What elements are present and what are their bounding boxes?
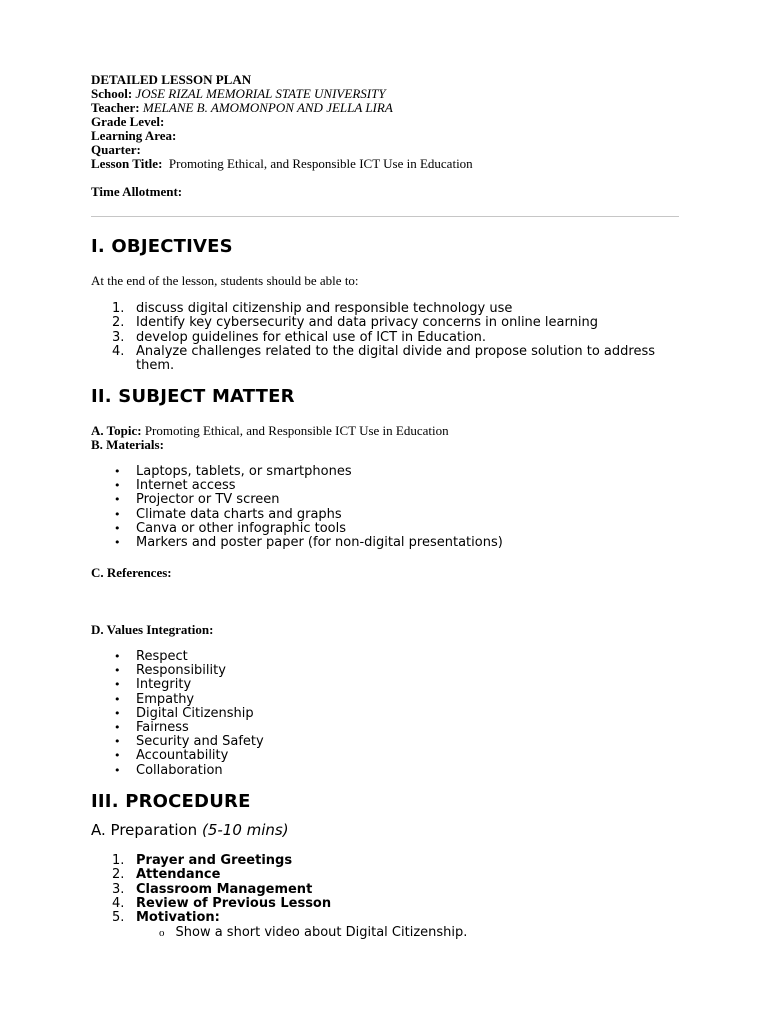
grade-level-line: Grade Level:	[91, 114, 165, 129]
procedure-steps-list	[0, 854, 696, 925]
topic-line: A. Topic: Promoting Ethical, and Responsible ICT Use in Education	[91, 423, 449, 438]
list-item: • Projector or TV screen	[114, 492, 280, 508]
list-item: 3. develop guidelines for ethical use of ICT in Education.	[112, 329, 487, 345]
list-item: • Integrity	[114, 677, 192, 693]
horizontal-divider	[91, 216, 679, 217]
values-integration-label: D. Values Integration:	[91, 622, 214, 637]
list-item: • Collaboration	[114, 762, 223, 778]
preparation-heading: A. Preparation (5-10 mins)	[91, 821, 289, 839]
list-item: • Fairness	[114, 720, 189, 736]
list-item: • Respect	[114, 649, 188, 664]
time-allotment-line: Time Allotment:	[91, 184, 183, 199]
school-line: School: JOSE RIZAL MEMORIAL STATE UNIVERSITY	[91, 86, 386, 101]
list-item: 2. Attendance	[112, 867, 221, 883]
objectives-intro: At the end of the lesson, students should be able to:	[91, 273, 359, 288]
objectives-list	[0, 302, 696, 373]
quarter-line: Quarter:	[91, 142, 141, 157]
sub-bullet-marker: o	[159, 927, 165, 939]
list-item: • Accountability	[114, 748, 229, 764]
materials-list	[0, 465, 503, 550]
list-item: 4. Analyze challenges related to the digital divide and propose solution to address them.	[112, 343, 656, 374]
list-item: 1. Prayer and Greetings	[112, 853, 293, 868]
references-label: C. References:	[91, 565, 172, 580]
materials-label: B. Materials:	[91, 437, 164, 452]
learning-area-line: Learning Area:	[91, 128, 177, 143]
list-item: 2. Identify key cybersecurity and data privacy concerns in online learning	[112, 315, 598, 331]
list-item: • Empathy	[114, 691, 195, 707]
list-item: 5. Motivation:	[112, 910, 220, 926]
list-item: • Security and Safety	[114, 734, 264, 750]
list-item: • Canva or other infographic tools	[114, 520, 346, 536]
motivation-sub-item: o Show a short video about Digital Citizenship.	[159, 925, 468, 940]
objectives-heading: I. OBJECTIVES	[91, 236, 233, 257]
lesson-title-line: Lesson Title: Promoting Ethical, and Responsible ICT Use in Education	[91, 156, 473, 171]
list-item: 4. Review of Previous Lesson	[112, 895, 332, 911]
list-item: • Laptops, tablets, or smartphones	[114, 464, 352, 479]
list-item: • Climate data charts and graphs	[114, 506, 342, 522]
subject-matter-heading: II. SUBJECT MATTER	[91, 386, 295, 407]
list-item: • Internet access	[114, 478, 236, 494]
procedure-heading: III. PROCEDURE	[91, 791, 251, 812]
values-list	[0, 650, 264, 778]
list-item: • Markers and poster paper (for non-digital presentations)	[114, 535, 503, 551]
list-item: 3. Classroom Management	[112, 881, 313, 897]
list-item: • Responsibility	[114, 663, 226, 679]
list-item: 1. discuss digital citizenship and responsible technology use	[112, 301, 513, 316]
list-item: • Digital Citizenship	[114, 705, 254, 721]
document-title: DETAILED LESSON PLAN	[91, 72, 252, 87]
teacher-line: Teacher: MELANE B. AMOMONPON AND JELLA LIRA	[91, 100, 393, 115]
